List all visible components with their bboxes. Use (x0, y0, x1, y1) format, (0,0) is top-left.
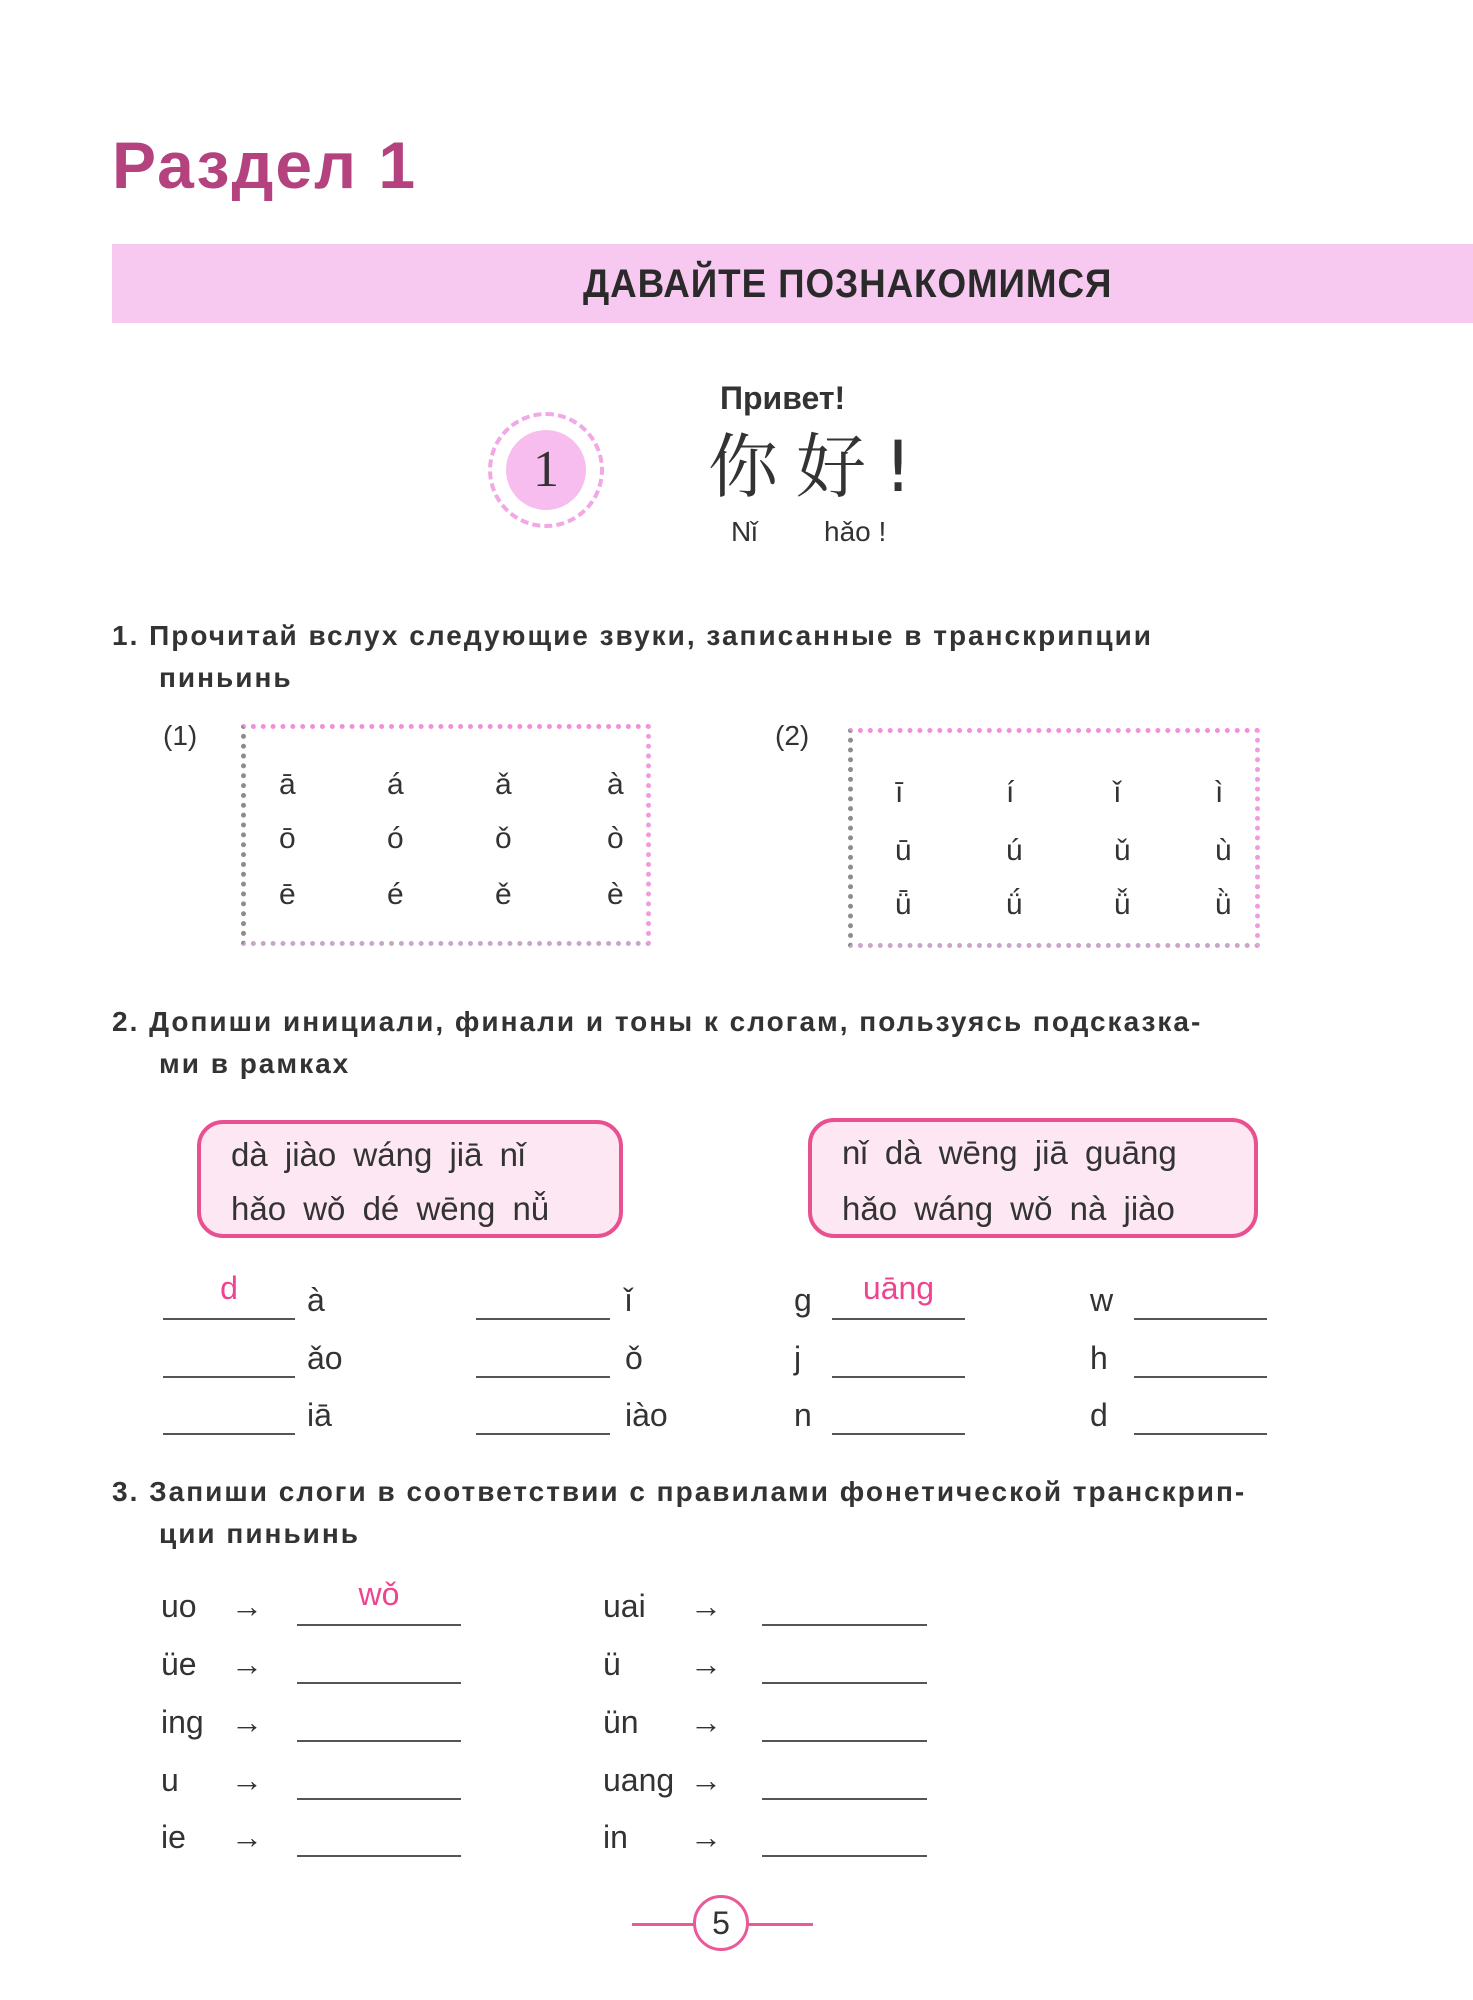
group-label: (1) (163, 720, 198, 751)
answer-blank[interactable] (297, 1740, 461, 1742)
vowel-item: ī (895, 776, 904, 809)
arrow-icon: → (690, 1819, 722, 1855)
arrow-icon: → (231, 1762, 263, 1798)
lesson-title-ru: Привет! (720, 380, 846, 416)
vowel-frame (241, 724, 651, 946)
vowel-item: ū (895, 834, 912, 867)
vowel-item: è (607, 878, 624, 911)
lesson-title-zh: 你好! (708, 426, 931, 508)
arrow-icon: → (231, 1646, 263, 1682)
vowel-item: ǒ (495, 822, 512, 855)
topic-title: ДАВАЙТЕ ПОЗНАКОМИМСЯ (583, 262, 1113, 306)
vowel-item: ǚ (1114, 888, 1131, 921)
vowel-item: ǖ (895, 888, 912, 921)
syllable-part: n (794, 1397, 812, 1433)
final-label: ing (161, 1704, 204, 1740)
syllable-part: iào (625, 1397, 668, 1433)
answer-blank[interactable] (762, 1740, 927, 1742)
answer-blank[interactable] (1134, 1318, 1267, 1320)
vowel-item: á (387, 768, 404, 801)
answer-blank[interactable] (1134, 1376, 1267, 1378)
hint-line: dà jiào wáng jiā nǐ (231, 1136, 526, 1173)
vowel-item: ú (1006, 834, 1023, 867)
task2-instruction: 2. Допиши инициали, финали и тоны к слогам, пользуясь подсказка- (112, 1006, 1203, 1037)
answer-blank[interactable] (1134, 1433, 1267, 1435)
answer-text: wǒ (358, 1576, 400, 1612)
vowel-item: ā (279, 768, 296, 801)
arrow-icon: → (231, 1588, 263, 1624)
final-label: ün (603, 1704, 639, 1740)
vowel-item: ó (387, 822, 404, 855)
hint-line: nǐ dà wēng jiā guāng (842, 1134, 1177, 1171)
section-title: Раздел 1 (112, 128, 418, 202)
vowel-item: ǐ (1114, 776, 1121, 809)
hint-box-2 (808, 1118, 1258, 1238)
final-label: üe (161, 1646, 197, 1682)
task1-instruction-cont: пиньинь (159, 662, 293, 693)
final-label: ie (161, 1819, 186, 1855)
task3-instruction-cont: ции пиньинь (159, 1518, 361, 1549)
group-label: (2) (775, 720, 810, 751)
syllable-part: h (1090, 1340, 1108, 1376)
answer-blank[interactable] (832, 1376, 965, 1378)
final-label: uang (603, 1762, 675, 1798)
answer-blank[interactable] (476, 1433, 610, 1435)
vowel-item: é (387, 878, 404, 911)
answer-blank[interactable] (163, 1376, 295, 1378)
answer-blank[interactable] (297, 1624, 461, 1626)
answer-blank[interactable] (297, 1682, 461, 1684)
syllable-part: j (794, 1340, 802, 1376)
page-number: 5 (693, 1895, 749, 1951)
syllable-part: w (1090, 1282, 1114, 1318)
answer-blank[interactable] (762, 1855, 927, 1857)
vowel-item: à (607, 768, 624, 801)
answer-blank[interactable] (297, 1855, 461, 1857)
answer-blank[interactable] (762, 1624, 927, 1626)
arrow-icon: → (690, 1704, 722, 1740)
vowel-item: ē (279, 878, 296, 911)
answer-blank[interactable] (832, 1433, 965, 1435)
syllable-part: à (307, 1282, 325, 1318)
vowel-item: ù (1215, 834, 1232, 867)
answer-text: uāng (862, 1270, 935, 1306)
syllable-part: iā (307, 1397, 332, 1433)
vowel-item: ǔ (1114, 834, 1131, 867)
syllable-part: ǒ (625, 1340, 643, 1376)
pinyin-hao: hǎo ! (824, 516, 887, 547)
syllable-part: ǐ (625, 1282, 633, 1318)
final-label: uai (603, 1588, 646, 1624)
vowel-item: ǜ (1215, 888, 1232, 921)
vowel-item: ǘ (1006, 888, 1023, 921)
arrow-icon: → (690, 1588, 722, 1624)
arrow-icon: → (231, 1819, 263, 1855)
arrow-icon: → (690, 1762, 722, 1798)
task3-instruction: 3. Запиши слоги в соответствии с правилами фонетической транскрип- (112, 1476, 1247, 1507)
answer-blank[interactable] (476, 1318, 610, 1320)
answer-blank[interactable] (297, 1798, 461, 1800)
pinyin-ni: Nǐ (731, 516, 758, 547)
arrow-icon: → (231, 1704, 263, 1740)
lesson-number-badge (488, 412, 604, 528)
final-label: u (161, 1762, 179, 1798)
task1-instruction: 1. Прочитай вслух следующие звуки, записанные в транскрипции (112, 620, 1153, 651)
vowel-item: ì (1215, 776, 1224, 809)
answer-blank[interactable] (476, 1376, 610, 1378)
vowel-item: ō (279, 822, 296, 855)
vowel-item: í (1006, 776, 1015, 809)
final-label: ü (603, 1646, 621, 1682)
answer-blank[interactable] (163, 1318, 295, 1320)
syllable-part: d (1090, 1397, 1108, 1433)
hint-line: hǎo wáng wǒ nà jiào (842, 1190, 1175, 1227)
lesson-number: 1 (506, 430, 586, 510)
final-label: uo (161, 1588, 197, 1624)
vowel-item: ě (495, 878, 512, 911)
final-label: in (603, 1819, 628, 1855)
vowel-item: ò (607, 822, 624, 855)
task2-instruction-cont: ми в рамках (159, 1048, 351, 1079)
vowel-item: ǎ (495, 768, 512, 801)
hint-line: hǎo wǒ dé wēng nǚ (231, 1190, 550, 1227)
syllable-part: ǎo (307, 1340, 343, 1376)
answer-blank[interactable] (163, 1433, 295, 1435)
topic-banner (112, 244, 1473, 323)
answer-blank[interactable] (762, 1682, 927, 1684)
answer-blank[interactable] (762, 1798, 927, 1800)
answer-text: d (220, 1270, 238, 1306)
arrow-icon: → (690, 1646, 722, 1682)
syllable-part: g (794, 1282, 812, 1318)
answer-blank[interactable] (832, 1318, 965, 1320)
hint-box-1 (197, 1120, 623, 1238)
